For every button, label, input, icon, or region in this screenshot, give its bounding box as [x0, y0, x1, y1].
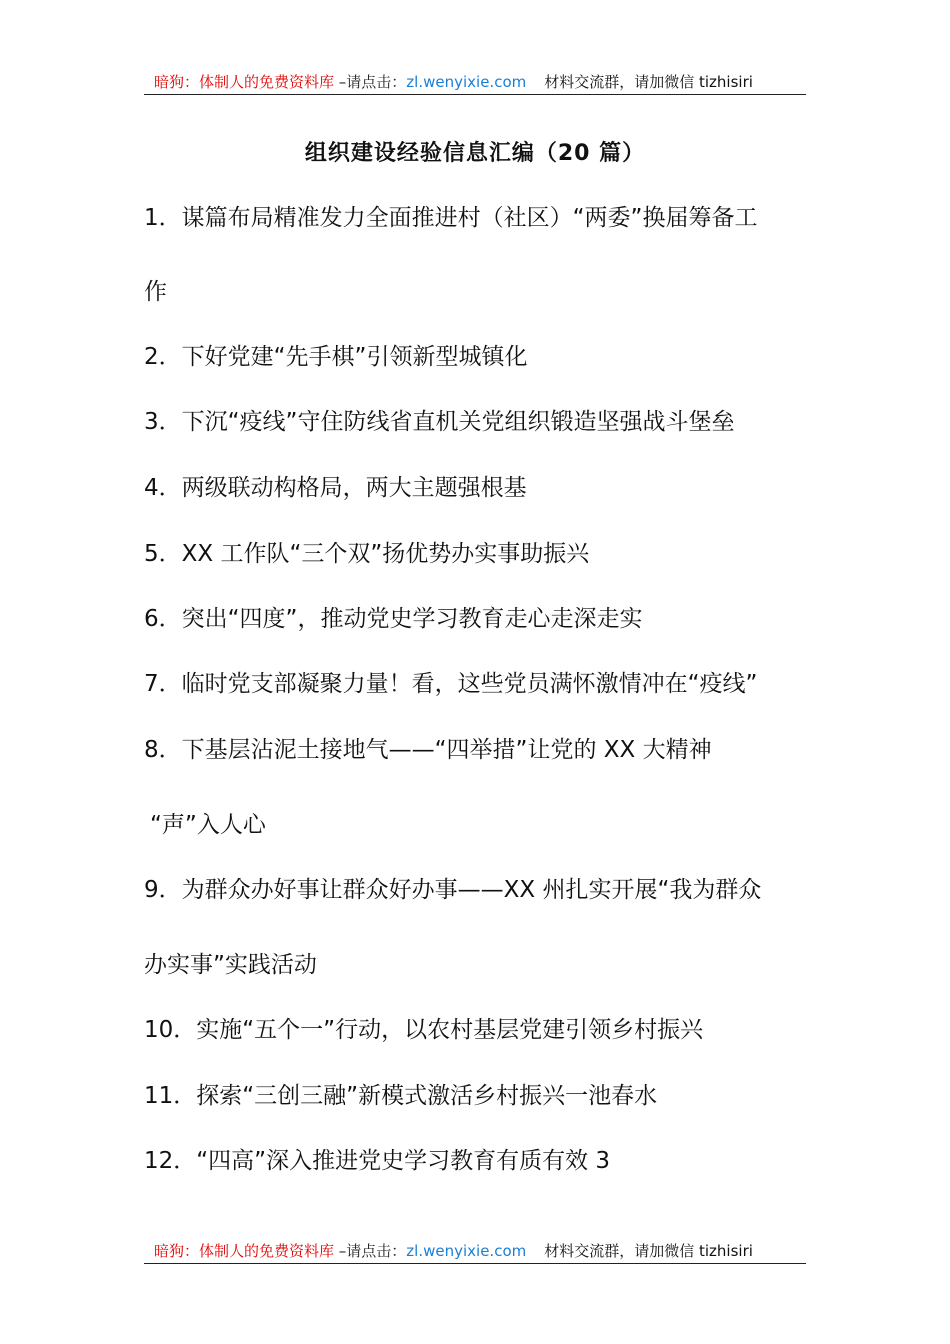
toc-item-8-line-1: 8．下基层沾泥土接地气——“四举措”让党的 XX 大精神: [144, 737, 712, 763]
toc-item-7: 7．临时党支部凝聚力量！看，这些党员满怀激情冲在“疫线”: [144, 671, 758, 697]
toc-item-8-line-2: “声”入人心: [150, 812, 266, 838]
toc-item-9-line-1: 9．为群众办好事让群众好办事——XX 州扎实开展“我为群众: [144, 877, 762, 903]
toc-item-2: 2．下好党建“先手棋”引领新型城镇化: [144, 344, 528, 370]
header-brand: 暗狗：体制人的免费资料库: [154, 73, 335, 91]
page-header: [144, 72, 806, 95]
footer-brand: 暗狗：体制人的免费资料库: [154, 1242, 335, 1260]
toc-item-12: 12．“四高”深入推进党史学习教育有质有效 3: [144, 1148, 611, 1174]
footer-link[interactable]: zl.wenyixie.com: [406, 1242, 527, 1260]
page-footer: [144, 1241, 806, 1264]
header-prompt: –请点击：: [334, 73, 407, 91]
header-link[interactable]: zl.wenyixie.com: [406, 73, 527, 91]
footer-prompt: –请点击：: [334, 1242, 407, 1260]
toc-item-10: 10．实施“五个一”行动，以农村基层党建引领乡村振兴: [144, 1017, 704, 1043]
document-title: 组织建设经验信息汇编（20 篇）: [304, 141, 646, 166]
toc-item-1-line-1: 1．谋篇布局精准发力全面推进村（社区）“两委”换届筹备工: [144, 205, 758, 231]
toc-item-9-line-2: 办实事”实践活动: [144, 952, 317, 978]
toc-item-6: 6．突出“四度”，推动党史学习教育走心走深走实: [144, 606, 643, 632]
toc-item-5: 5．XX 工作队“三个双”扬优势办实事助振兴: [144, 541, 590, 567]
toc-item-4: 4．两级联动构格局，两大主题强根基: [144, 475, 527, 501]
footer-contact: 材料交流群，请加微信 tizhisiri: [544, 1242, 753, 1260]
toc-item-11: 11．探索“三创三融”新模式激活乡村振兴一池春水: [144, 1083, 658, 1109]
toc-item-3: 3．下沉“疫线”守住防线省直机关党组织锻造坚强战斗堡垒: [144, 409, 735, 435]
toc-item-1-line-2: 作: [144, 279, 167, 305]
header-contact: 材料交流群，请加微信 tizhisiri: [544, 73, 753, 91]
